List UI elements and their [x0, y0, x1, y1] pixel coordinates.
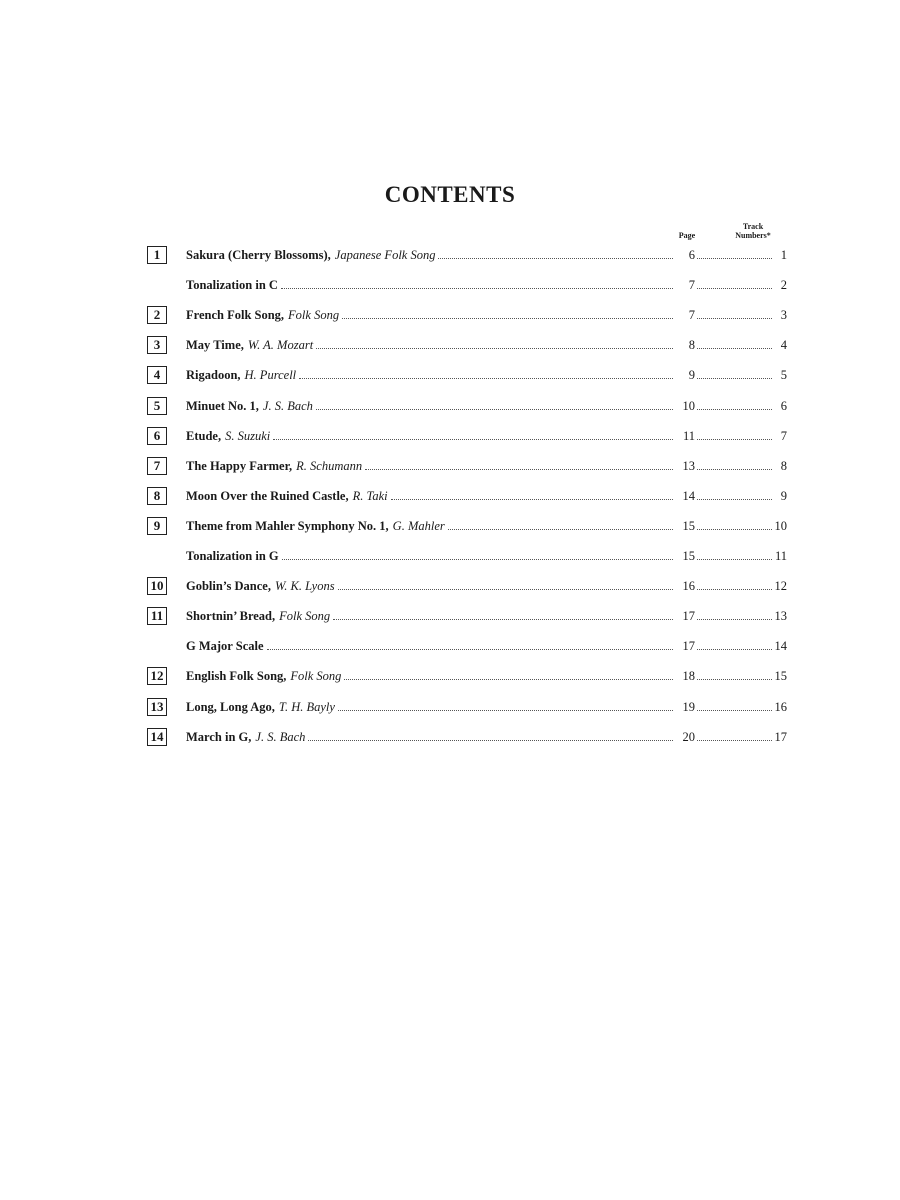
- track-number: 7: [780, 429, 787, 443]
- piece-title: G Major Scale: [186, 639, 264, 653]
- track-number: 6: [780, 399, 787, 413]
- toc-entry: [147, 365, 787, 387]
- page-track-line: [675, 245, 787, 265]
- piece-title: Sakura (Cherry Blossoms),: [186, 248, 331, 262]
- dot-leader: [697, 317, 772, 319]
- page-number: 13: [682, 459, 695, 473]
- entry-title-line: [186, 275, 675, 295]
- dot-leader: [697, 618, 772, 620]
- piece-number-box: 2: [147, 306, 167, 324]
- piece-number-box: 8: [147, 487, 167, 505]
- toc-entry: [147, 245, 787, 267]
- composer: T. H. Bayly: [278, 700, 335, 714]
- entry-title-line: [186, 245, 675, 265]
- page-track-line: [675, 426, 787, 446]
- dot-leader: [697, 588, 772, 590]
- page-number: 10: [682, 399, 695, 413]
- piece-number-box: 4: [147, 366, 167, 384]
- page-number: 18: [682, 669, 695, 683]
- entry-title-line: [186, 335, 675, 355]
- dot-leader: [342, 317, 673, 319]
- toc-entry: [147, 275, 787, 297]
- dot-leader: [697, 558, 772, 560]
- dot-leader: [448, 528, 673, 530]
- entry-title-line: [186, 426, 675, 446]
- piece-title: Theme from Mahler Symphony No. 1,: [186, 519, 389, 533]
- piece-number-box: 5: [147, 397, 167, 415]
- piece-title: Goblin’s Dance,: [186, 579, 271, 593]
- page-track-line: [675, 697, 787, 717]
- page-track-line: [675, 727, 787, 747]
- piece-title: Long, Long Ago,: [186, 700, 275, 714]
- piece-title: Minuet No. 1,: [186, 399, 259, 413]
- dot-leader: [338, 709, 673, 711]
- page-track-line: [675, 396, 787, 416]
- composer: Folk Song: [288, 308, 340, 322]
- dot-leader: [697, 709, 772, 711]
- track-number: 4: [780, 338, 787, 352]
- page-track-line: [675, 636, 787, 656]
- entry-title-line: [186, 396, 675, 416]
- dot-leader: [697, 468, 772, 470]
- dot-leader: [697, 498, 772, 500]
- dot-leader: [333, 618, 673, 620]
- track-number: 15: [774, 669, 787, 683]
- dot-leader: [316, 347, 673, 349]
- composer: W. K. Lyons: [274, 579, 335, 593]
- page-number: 19: [682, 700, 695, 714]
- dot-leader: [697, 678, 772, 680]
- entry-title-line: [186, 697, 675, 717]
- dot-leader: [697, 408, 772, 410]
- track-header-line-2: Numbers*: [735, 231, 771, 240]
- piece-number-box: 9: [147, 517, 167, 535]
- page-track-line: [675, 486, 787, 506]
- piece-title: Moon Over the Ruined Castle,: [186, 489, 349, 503]
- composer: R. Schumann: [296, 459, 363, 473]
- piece-number-box: 12: [147, 667, 167, 685]
- dot-leader: [697, 377, 772, 379]
- toc-entry: [147, 335, 787, 357]
- dot-leader: [697, 287, 772, 289]
- composer: Folk Song: [279, 609, 331, 623]
- page-number: 8: [688, 338, 695, 352]
- page-number: 16: [682, 579, 695, 593]
- piece-number-box: 10: [147, 577, 167, 595]
- piece-title: French Folk Song,: [186, 308, 285, 322]
- track-header-line-1: Track: [742, 222, 764, 231]
- page-track-line: [675, 546, 787, 566]
- toc-entry: [147, 396, 787, 418]
- entry-title-line: [186, 666, 675, 686]
- composer: S. Suzuki: [225, 429, 271, 443]
- dot-leader: [299, 377, 673, 379]
- dot-leader: [344, 678, 673, 680]
- entry-title-line: [186, 365, 675, 385]
- page-track-line: [675, 335, 787, 355]
- page-column-header: Page: [678, 231, 696, 240]
- page-number: 20: [682, 730, 695, 744]
- track-number: 5: [780, 368, 787, 382]
- composer: J. S. Bach: [262, 399, 313, 413]
- track-number: 16: [774, 700, 787, 714]
- page-number: 11: [682, 429, 695, 443]
- piece-number-box: 13: [147, 698, 167, 716]
- composer: Japanese Folk Song: [334, 248, 436, 262]
- page-number: 7: [688, 308, 695, 322]
- toc-entry: [147, 606, 787, 628]
- piece-title: Etude,: [186, 429, 222, 443]
- entry-title-line: [186, 606, 675, 626]
- toc-entry: [147, 727, 787, 749]
- page-track-line: [675, 606, 787, 626]
- toc-entry: [147, 305, 787, 327]
- page-track-line: [675, 666, 787, 686]
- dot-leader: [273, 438, 673, 440]
- dot-leader: [267, 648, 673, 650]
- toc-entry: [147, 666, 787, 688]
- composer: Folk Song: [290, 669, 342, 683]
- toc-entry: [147, 456, 787, 478]
- track-column-header: [722, 222, 784, 240]
- piece-title: Tonalization in C: [186, 278, 278, 292]
- toc-entry: [147, 486, 787, 508]
- page-track-line: [675, 516, 787, 536]
- toc-entry: [147, 697, 787, 719]
- piece-number-box: 14: [147, 728, 167, 746]
- toc-entry: [147, 516, 787, 538]
- piece-number-box: 6: [147, 427, 167, 445]
- page-number: 15: [682, 549, 695, 563]
- dot-leader: [282, 558, 673, 560]
- dot-leader: [697, 739, 772, 741]
- page-number: 17: [682, 609, 695, 623]
- track-number: 11: [774, 549, 787, 563]
- dot-leader: [697, 347, 772, 349]
- dot-leader: [316, 408, 673, 410]
- page-number: 9: [688, 368, 695, 382]
- track-number: 2: [780, 278, 787, 292]
- dot-leader: [281, 287, 673, 289]
- track-number: 12: [774, 579, 787, 593]
- piece-title: The Happy Farmer,: [186, 459, 293, 473]
- page-title: CONTENTS: [384, 182, 516, 207]
- composer: W. A. Mozart: [247, 338, 314, 352]
- piece-number-box: 11: [147, 607, 167, 625]
- piece-title: Tonalization in G: [186, 549, 279, 563]
- track-number: 1: [780, 248, 787, 262]
- entry-title-line: [186, 546, 675, 566]
- toc-entry: [147, 576, 787, 598]
- composer: G. Mahler: [392, 519, 445, 533]
- piece-title: May Time,: [186, 338, 244, 352]
- page-track-line: [675, 456, 787, 476]
- page-track-line: [675, 305, 787, 325]
- entry-title-line: [186, 636, 675, 656]
- dot-leader: [697, 648, 772, 650]
- composer: J. S. Bach: [255, 730, 306, 744]
- page-track-line: [675, 275, 787, 295]
- track-number: 3: [780, 308, 787, 322]
- toc-entry: [147, 426, 787, 448]
- track-number: 14: [774, 639, 787, 653]
- page-number: 14: [682, 489, 695, 503]
- toc-entry: [147, 546, 787, 568]
- page-track-line: [675, 576, 787, 596]
- track-number: 8: [780, 459, 787, 473]
- page-number: 17: [682, 639, 695, 653]
- track-number: 9: [780, 489, 787, 503]
- dot-leader: [438, 257, 673, 259]
- entry-title-line: [186, 576, 675, 596]
- page-track-line: [675, 365, 787, 385]
- dot-leader: [697, 528, 772, 530]
- track-number: 10: [774, 519, 787, 533]
- piece-number-box: 3: [147, 336, 167, 354]
- composer: R. Taki: [352, 489, 388, 503]
- entry-title-line: [186, 305, 675, 325]
- dot-leader: [365, 468, 673, 470]
- piece-number-box: 7: [147, 457, 167, 475]
- piece-number-box: 1: [147, 246, 167, 264]
- entry-title-line: [186, 456, 675, 476]
- piece-title: English Folk Song,: [186, 669, 287, 683]
- dot-leader: [391, 498, 673, 500]
- page-number: 7: [688, 278, 695, 292]
- toc-entry: [147, 636, 787, 658]
- piece-title: Rigadoon,: [186, 368, 241, 382]
- dot-leader: [697, 438, 772, 440]
- entry-title-line: [186, 516, 675, 536]
- entry-title-line: [186, 486, 675, 506]
- dot-leader: [338, 588, 673, 590]
- dot-leader: [308, 739, 673, 741]
- entry-title-line: [186, 727, 675, 747]
- page-number: 15: [682, 519, 695, 533]
- composer: H. Purcell: [244, 368, 297, 382]
- page-number: 6: [688, 248, 695, 262]
- dot-leader: [697, 257, 772, 259]
- piece-title: March in G,: [186, 730, 252, 744]
- track-number: 13: [774, 609, 787, 623]
- piece-title: Shortnin’ Bread,: [186, 609, 276, 623]
- track-number: 17: [774, 730, 787, 744]
